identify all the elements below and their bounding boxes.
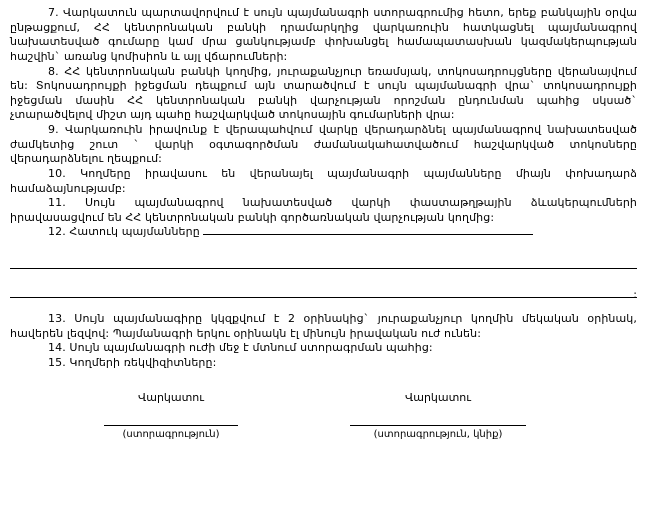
clause-12	[10, 225, 637, 240]
signature-caption-2: (ստորագրություն, կնիք)	[373, 429, 503, 441]
clause-11: 11. Սույն պայմանագրով նախատեսված վարկի փաստաթղթային ձևակերպումների իրավասացվում են ՀՀ կենտրոնական բանկի գործառնական վարչության կողմից:	[10, 196, 637, 224]
signature-line-1[interactable]	[104, 425, 238, 426]
clause-7: 7. Վարկատուն պարտավորվում է սույն պայմանագրի ստորագրումից հետո, երեք բանկային օրվա ընթացքում, ՀՀ կենտրոնական բանկի դրամարկղից վարկառուին հատկացնել պայմանագրով նախատեսված գումարը կամ մրա ցանկությամբ փոխանցել համապատասխան կազմակերպության հաշվին` առանց կոմիսիոն և այլ վճարումների:	[10, 6, 637, 63]
clause-12-label: 12. Հատուկ պայմանները	[48, 225, 200, 239]
clause-8: 8. ՀՀ կենտրոնական բանկի կողմից, յուրաքանչյուր եռամսյակ, տոկոսադրույցները վերանայվում են: Տոկոսադրույքի իջեցման դեպքում այն տարածվում է սույն պայմանագրի վրա` տոկոսադրույքի իջեցման մասին ՀՀ կենտրոնական բանկի վարչության որոշման ընդունման պահից սկսած` չտարածվելով միշտ այդ պահը հաշվարկված տոկոսային գումարների վրա:	[10, 64, 637, 122]
clause-14: 14. Սույն պայմանագրի ուժի մեջ է մտնում ստորագրման պահից:	[48, 341, 433, 355]
signature-column-lender	[66, 391, 276, 442]
clause-15: 15. Կողմերի ռեկվիզիտները:	[48, 355, 217, 369]
signature-role-1: Վարկատու	[137, 390, 205, 404]
clause-10: 10. Կողմերը իրավասու են վերանայել պայմանագրի պայմանները միայն փոխադարձ համաձայնությամբ:	[10, 166, 637, 195]
signature-block	[10, 391, 637, 442]
signature-column-borrower	[318, 391, 558, 442]
signature-role-2: Վարկատու	[404, 390, 472, 404]
signature-caption-1: (ստորագրություն)	[122, 429, 220, 441]
clause-12-fill-line-3[interactable]	[10, 283, 637, 302]
clause-9: 9. Վարկառուին իրավունք է վերապահվում վարկը վերադարձնել պայմանագրով նախատեսված ժամկետից շուտ ` վարկի օգտագործման ժամանակահատվածում հաշվարկված տոկոսները վերադարձնելու ղեպքում:	[10, 123, 637, 166]
signature-line-2[interactable]	[350, 425, 526, 426]
clause-12-fill-line-2[interactable]	[10, 254, 637, 273]
clause-12-fill-line-1[interactable]	[203, 234, 533, 235]
clause-13: 13. Սույն պայմանագիրը կկզքվում է 2 օրինակից` յուրաքանչյուր կողմին մեկական օրինակ, հավերեն լեզվով: Պայմանագրի երկու օրինակն էլ մինույն իրավական ուժ ունեն:	[10, 312, 637, 340]
clause-12-rule-tail: :	[633, 288, 637, 302]
